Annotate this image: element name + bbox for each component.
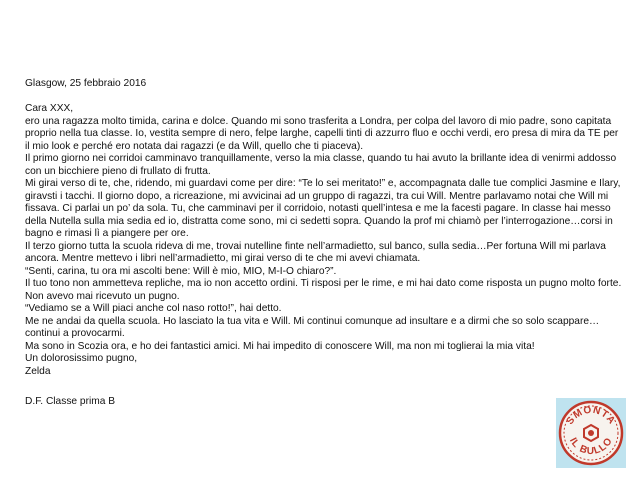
letter-paragraph: Me ne andai da quella scuola. Ho lasciato la tua vita e Will. Mi continui comunque ad insultare e a dirmi che so solo scappare…continui a provocarmi.: [25, 315, 600, 339]
class-signature: D.F. Classe prima B: [25, 396, 116, 407]
letter-paragraph: “Vediamo se a Will piaci anche col naso rotto!”, hai detto.: [25, 303, 282, 314]
stamp-text-top: SMONTA: [564, 404, 618, 427]
closing-line: Un dolorosissimo pugno,: [25, 353, 138, 364]
author-name: Zelda: [25, 365, 51, 377]
letter-paragraph: Il tuo tono non ammetteva repliche, ma io non accetto ordini. Ti risposi per le rime, e mi hai dato come risposta un pugno molto forte. Non avevo mai ricevuto un pugno.: [25, 278, 622, 302]
letter-paragraph: Il primo giorno nei corridoi camminavo tranquillamente, verso la mia classe, quando tu hai avuto la brillante idea di venirmi addosso con un bicchiere pieno di frullato di frutta.: [25, 153, 617, 177]
letter-paragraph: Ma sono in Scozia ora, e ho dei fantastici amici. Mi hai impedito di conoscere Will, ma non mi toglierai la mia vita!: [25, 340, 535, 352]
letter-paragraph: Il terzo giorno tutta la scuola rideva di me, trovai nutelline finte nell’armadietto, sul banco, sulla sedia…Per fortuna Will mi parlava ancora. Mentre mettevo i libri nell’armadietto, mi girai verso di te che mi avevi chiamata.: [25, 240, 606, 264]
salutation: Cara XXX,: [25, 103, 74, 114]
stamp-text-bottom: IL BULLO: [566, 435, 616, 458]
stamp-logo-icon: [556, 398, 626, 468]
letter-paragraph: “Senti, carina, tu ora mi ascolti bene: Will è mio, MIO, M-I-O chiaro?”.: [25, 265, 337, 277]
smonta-il-bullo-stamp: [556, 398, 626, 468]
letter-paragraph: ero una ragazza molto timida, carina e dolce. Quando mi sono trasferita a Londra, per colpa del lavoro di mio padre, sono capitata proprio nella tua classe. Io, vestita sempre di nero, felpe larghe, capelli tinti di azzurro fluo e occhi verdi, ero presa di mira da TE per il mio look e perché ero notata dai ragazzi (e da Will, quello che ti piaceva).: [25, 115, 619, 152]
date-line: Glasgow, 25 febbraio 2016: [25, 78, 147, 89]
letter-body: [25, 103, 625, 378]
letter-paragraph: Mi girai verso di te, che, ridendo, mi guardavi come per dire: “Te lo sei meritato!” e, accompagnata dalle tue complici Jasmine e Ilary, giravsti i tacchi. Il giorno dopo, a ricreazione, mi avvicinai ad un gruppo di ragazzi, tra cui Will. Mentre parlavamo notai che Will mi fissava. Ci parlai un po’ da sola. Tu, che camminavi per il corridoio, notasti quell’intesa e me la facesti pagare. In classe hai messo della Nutella sulla mia sedia ed io, distratta come sono, mi ci sedetti sopra. Quando la prof mi chiamò per l’interrogazione…corsi in bagno e rimasi lì a piangere per ore.: [25, 178, 621, 239]
